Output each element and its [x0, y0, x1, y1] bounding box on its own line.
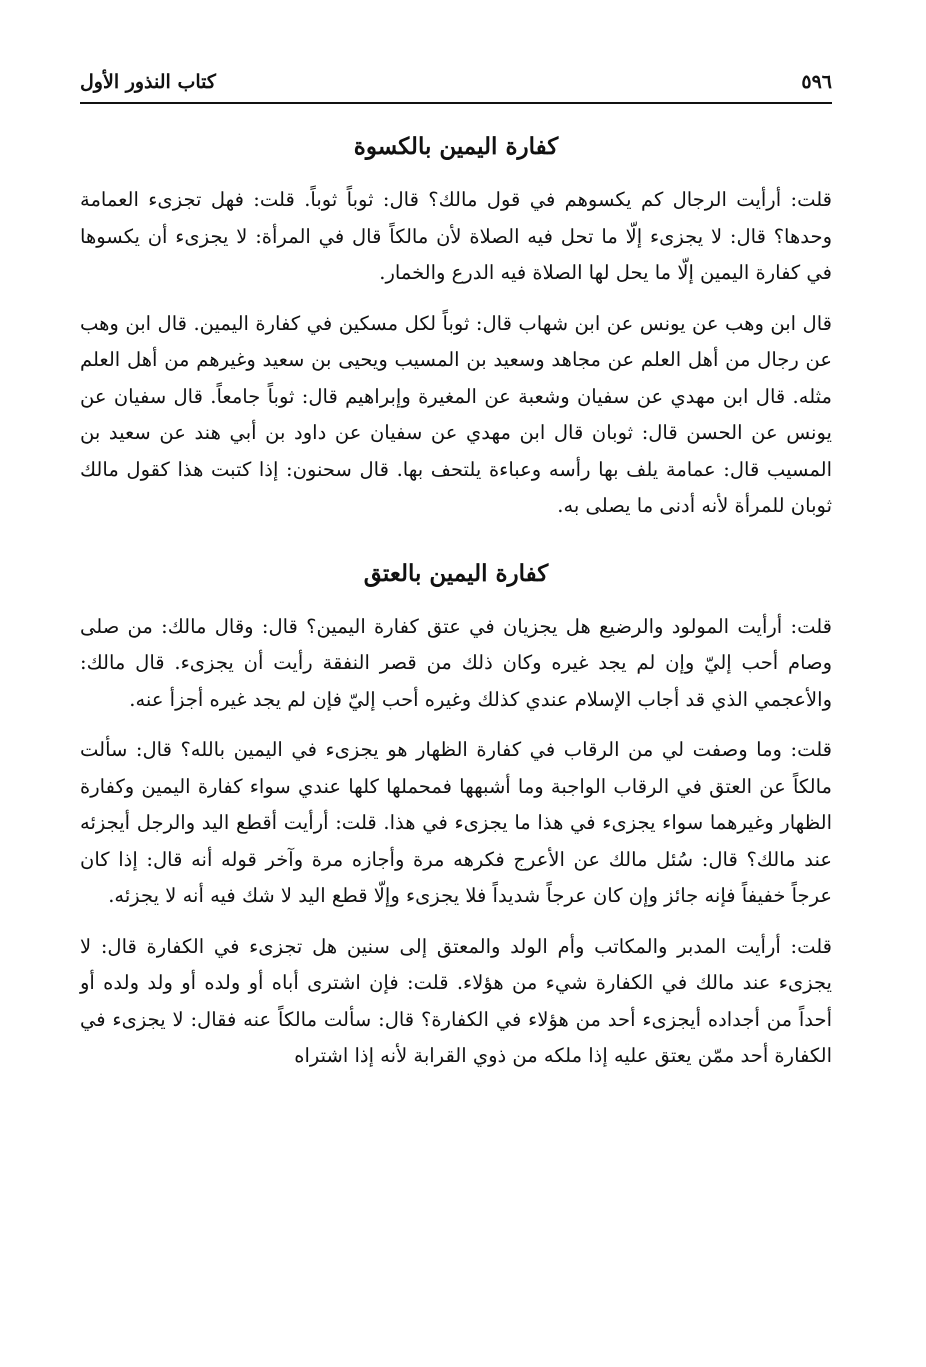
section-title: كفارة اليمين بالكسوة	[353, 133, 559, 160]
paragraph: قلت: وما وصفت لي من الرقاب في كفارة الظهار هو يجزىء في اليمين بالله؟ قال: سألت مالكاً عن العتق في الرقاب الواجبة وما أشبهها فمحملها كلها عندي سواء كفارة اليمين وكفارة الظهار وغيرهما سواء يجزىء في هذا ما يجزىء في هذا. قلت: أرأيت أقطع اليد والرجل أيجزئه عند مالك؟ قال: سُئل مالك عن الأعرج فكرهه مرة وأجازه مرة وآخر قوله أنه قال: إذا كان عرجاً خفيفاً فإنه جائز وإن كان عرجاً شديداً فلا يجزىء وإلّا قطع اليد لا شك فيه أنه لا يجزئه.	[80, 738, 832, 907]
section-title: كفارة اليمين بالعتق	[363, 559, 549, 587]
paragraph: قلت: أرأيت الرجال كم يكسوهم في قول مالك؟ قال: ثوباً ثوباً. قلت: فهل تجزىء العمامة وحدها؟ قال: لا يجزىء إلّا ما تحل فيه الصلاة لأن مالكاً قال في المرأة: لا يجزىء أن يكسوها في كفارة اليمين إلّا ما يحل لها الصلاة فيه الدرع والخمار.	[80, 188, 832, 284]
page-number: ٥٩٦	[801, 71, 832, 93]
running-title: كتاب النذور الأول	[80, 71, 216, 93]
paragraph: قلت: أرأيت المولود والرضيع هل يجزيان في عتق كفارة اليمين؟ قال: وقال مالك: من صلى وصام أحب إليّ وإن لم يجد غيره وكان ذلك من قصر النفقة رأيت أن يجزىء. قال مالك: والأعجمي الذي قد أجاب الإسلام عندي كذلك وغيره أحب إليّ فإن لم يجد غيره أجزأ عنه.	[80, 614, 832, 711]
section-manumission-expiation	[80, 551, 832, 1075]
header-divider	[80, 102, 832, 104]
section-clothing-expiation	[80, 124, 832, 525]
page-body	[80, 118, 832, 1089]
paragraph: قال ابن وهب عن يونس عن ابن شهاب قال: ثوباً لكل مسكين في كفارة اليمين. قال ابن وهب عن رجال من أهل العلم عن مجاهد وسعيد بن المسيب ويحيى بن سعيد وغيرهم من أهل العلم مثله. قال ابن مهدي عن سفيان وشعبة عن المغيرة وإبراهيم قال: ثوباً جامعاً. قال سفيان عن يونس عن الحسن قال: ثوبان قال ابن مهدي عن سفيان عن داود بن أبي هند عن سعيد بن المسيب قال: عمامة يلف بها رأسه وعباءة يلتحف بها. قال سحنون: إذا كتبت هذا كقول مالك ثوبان للمرأة لأنه أدنى ما يصلى به.	[80, 311, 832, 517]
paragraph: قلت: أرأيت المدبر والمكاتب وأم الولد والمعتق إلى سنين هل تجزىء في الكفارة قال: لا يجزىء عند مالك في الكفارة شيء من هؤلاء. قلت: فإن اشترى أباه أو ولده أو ولد ولده أو أحداً من أجداده أيجزىء أحد من هؤلاء في الكفارة؟ قال: سألت مالكاً عنه فقال: لا يجزىء في الكفارة أحد ممّن يعتق عليه إذا ملكه من ذوي القرابة لأنه إذا اشتراه	[80, 934, 832, 1067]
page-header	[80, 62, 832, 102]
